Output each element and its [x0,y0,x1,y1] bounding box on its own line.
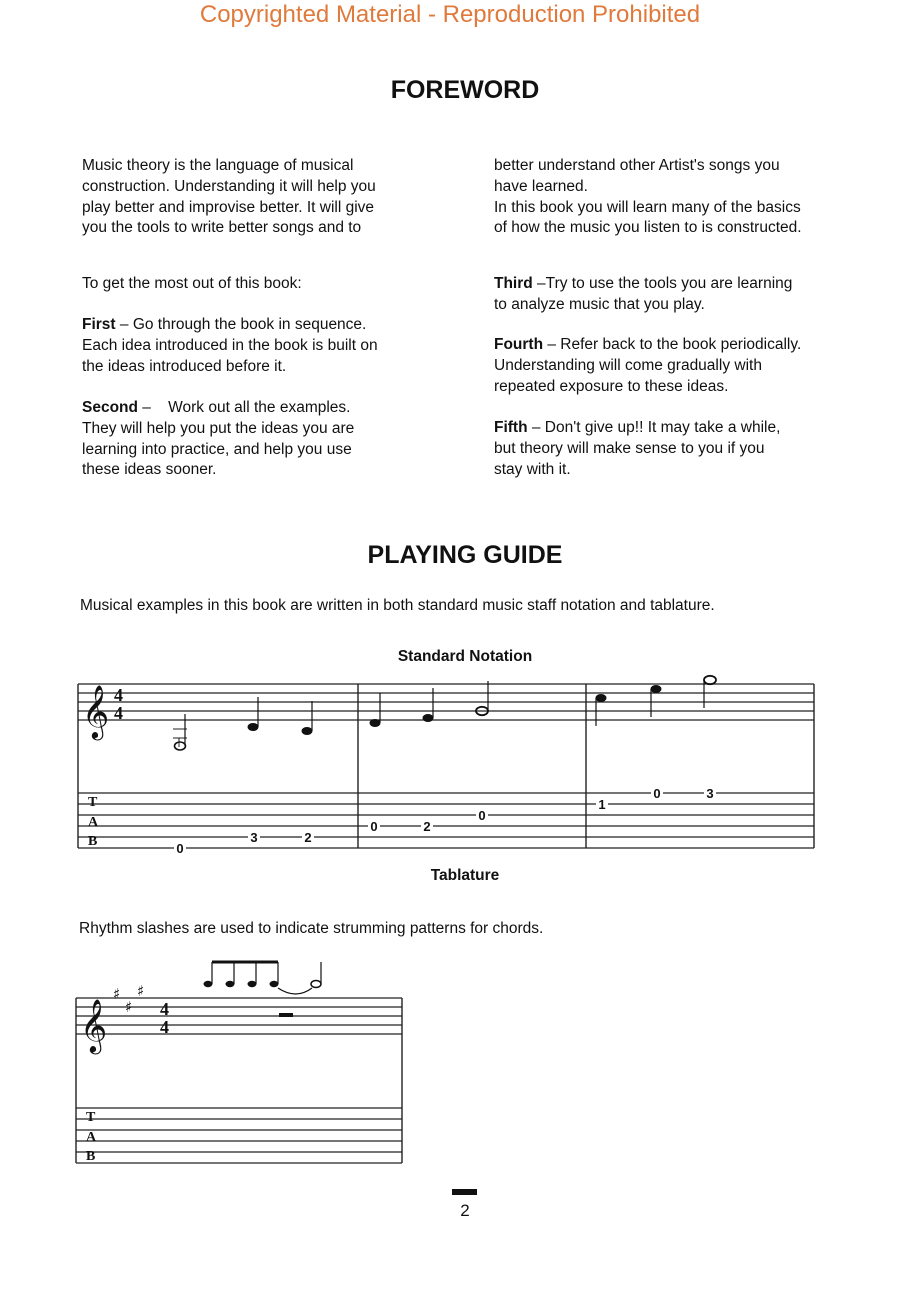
tip-text: –Try to use the tools you are learning [532,275,793,292]
tab-number: 2 [304,830,312,845]
time-sig-bottom: 4 [160,1017,169,1037]
text-line: to analyze music that you play. [494,295,705,313]
time-sig-top: 4 [160,999,169,1019]
text-line: Understanding will come gradually with [494,356,762,374]
rhythm-tab-staff [76,1108,402,1163]
tip-text: – Work out all the examples. [137,399,351,416]
playing-guide-heading: PLAYING GUIDE [367,541,563,569]
tip-label: Second [82,399,138,416]
text-line: In this book you will learn many of the basics [494,198,801,216]
text-line: Musical examples in this book are written in both standard music staff notation and tablature. [80,597,715,614]
copyright-watermark: Copyrighted Material - Reproduction Prohibited [199,1,701,28]
tab-number: 0 [478,808,486,823]
foreword-heading: FOREWORD [390,76,540,104]
svg-text:♯: ♯ [137,982,145,1000]
tip-label: Third [494,275,533,292]
svg-text:♯: ♯ [125,998,133,1016]
tab-number: 0 [653,786,661,801]
tab-clef-letter: T [86,1110,96,1125]
tab-number: 1 [598,797,606,812]
note [596,694,607,726]
text-line: have learned. [494,177,588,195]
page-number-bar [452,1189,477,1195]
tip-text: – Don't give up!! It may take a while, [527,419,781,436]
note [302,701,313,735]
rhythm-notes [204,962,322,994]
text-line: construction. Understanding it will help you [82,177,376,195]
rhythm-text [79,919,543,940]
note [704,676,716,708]
tip-label: Fourth [494,336,544,353]
text-line: learning into practice, and help you use [82,440,352,458]
text-line: play better and improvise better. It will give [82,198,375,216]
barlines [78,684,814,848]
text-line: these ideas sooner. [82,461,217,479]
lead-in-text: To get the most out of this book: [82,275,302,292]
tab-clef-letter: B [86,1149,96,1164]
tab-number: 0 [370,819,378,834]
tab-number: 0 [176,841,184,856]
text-line: better understand other Artist's songs you [494,157,780,174]
tab-number: 2 [423,819,431,834]
tab-staff [78,793,814,848]
tab-clef-letter: A [86,1130,97,1145]
text-line: Each idea introduced in the book is built on [82,336,378,354]
text-line: repeated exposure to these ideas. [494,377,729,395]
svg-text:♯: ♯ [113,985,121,1003]
time-sig-top: 4 [114,685,123,705]
page-number: 2 [460,1201,470,1220]
text-line: stay with it. [494,460,571,478]
note [370,693,381,727]
tip-text: – Refer back to the book periodically. [543,336,802,353]
text-line: you the tools to write better songs and to [82,219,362,237]
tip-text: – Go through the book in sequence. [115,316,367,333]
tab-clef-letter: B [88,834,98,849]
rhythm-barlines [76,998,402,1163]
treble-clef-icon: 𝄞 [80,998,108,1052]
text-line: They will help you put the ideas you are [82,419,355,437]
standard-notation-label: Standard Notation [397,648,533,665]
note [476,681,488,715]
note [651,685,662,717]
rest-icon [279,1013,293,1017]
text-line: Music theory is the language of musical [82,157,354,174]
text-line: Rhythm slashes are used to indicate strumming patterns for chords. [79,920,544,937]
text-line: the ideas introduced before it. [82,357,287,375]
treble-clef-icon: 𝄞 [82,684,110,738]
time-sig-bottom: 4 [114,703,123,723]
text-line: of how the music you listen to is constructed. [494,219,802,237]
text-line: but theory will make sense to you if you [494,439,765,457]
tab-clef-letter: T [88,795,98,810]
tip-label: Fifth [494,419,528,436]
tab-number: 3 [250,830,258,845]
tab-clef-letter: A [88,815,99,830]
key-signature-sharps [113,982,144,1016]
tab-number: 3 [706,786,714,801]
tip-label: First [82,316,116,333]
tablature-label: Tablature [430,867,500,884]
